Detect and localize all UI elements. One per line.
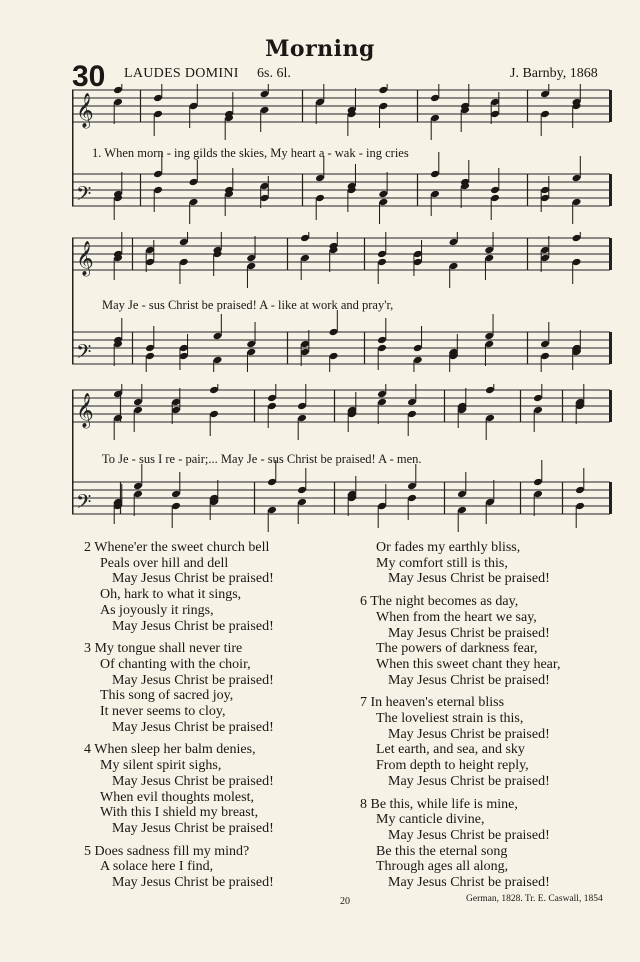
meter: 6s. 6l.	[257, 66, 291, 81]
verse-line: Of chanting with the choir,	[100, 656, 251, 672]
verse-line: May Jesus Christ be praised!	[388, 773, 550, 789]
verse-line: My silent spirit sighs,	[100, 758, 222, 774]
treble-clef-icon: 𝄞	[76, 93, 94, 128]
treble-clef-icon: 𝄞	[76, 241, 94, 276]
verse-line: Let earth, and sea, and sky	[376, 742, 525, 758]
verse-line: May Jesus Christ be praised!	[112, 773, 274, 789]
verse-line: 5 Does sadness fill my mind?	[84, 843, 250, 859]
verse-line: My canticle divine,	[376, 812, 485, 828]
verse-line: From depth to height reply,	[376, 758, 529, 774]
verse	[84, 742, 274, 836]
hymn-number: 30	[72, 60, 106, 93]
verse-line: 7 In heaven's eternal bliss	[360, 695, 505, 711]
verse	[360, 540, 560, 587]
verse-line: 4 When sleep her balm denies,	[84, 742, 256, 758]
verse	[360, 594, 560, 688]
verses-column-left	[84, 540, 274, 898]
music-system-3	[72, 384, 612, 534]
verse	[360, 695, 560, 789]
verse-line: It never seems to cloy,	[100, 704, 226, 720]
verse-line: Oh, hark to what it sings,	[100, 587, 242, 603]
bass-clef-icon: 𝄢	[76, 182, 92, 210]
verse-line: The powers of darkness fear,	[376, 641, 538, 657]
bass-clef-icon: 𝄢	[76, 340, 92, 368]
lyric-line-3: To Je - sus I re - pair;... May Je - sus Christ be praised! A - men.	[102, 452, 422, 466]
music-system-1	[72, 84, 612, 224]
verse-line: This song of sacred joy,	[100, 688, 234, 704]
verse	[84, 540, 274, 634]
verse-line: May Jesus Christ be praised!	[112, 875, 274, 891]
verse-line: A solace here I find,	[100, 859, 214, 875]
tune-name: LAUDES DOMINI	[124, 66, 239, 81]
verse-line: 8 Be this, while life is mine,	[360, 796, 518, 812]
treble-clef-icon: 𝄞	[76, 393, 94, 428]
verse-line: May Jesus Christ be praised!	[112, 719, 274, 735]
music-system-2	[72, 232, 612, 372]
lyric-line-2: May Je - sus Christ be praised! A - like at work and pray'r,	[102, 298, 394, 312]
page-number: 20	[340, 896, 350, 907]
verse-line: As joyously it rings,	[100, 602, 214, 618]
verse-line: With this I shield my breast,	[100, 805, 259, 821]
verse-line: May Jesus Christ be praised!	[388, 571, 550, 587]
lyric-line-1: 1. When morn - ing gilds the skies, My heart a - wak - ing cries	[92, 146, 409, 160]
verse-line: May Jesus Christ be praised!	[112, 672, 274, 688]
verse-line: Through ages all along,	[376, 859, 509, 875]
verse-line: May Jesus Christ be praised!	[388, 625, 550, 641]
verse-line: 3 My tongue shall never tire	[84, 641, 243, 657]
verse	[84, 844, 274, 891]
verse	[360, 797, 560, 891]
verse-line: When evil thoughts molest,	[100, 789, 254, 805]
verse-line: May Jesus Christ be praised!	[112, 618, 274, 634]
verse-line: May Jesus Christ be praised!	[388, 672, 550, 688]
verse-line: May Jesus Christ be praised!	[388, 875, 550, 891]
verse-line: May Jesus Christ be praised!	[388, 726, 550, 742]
credit-line: German, 1828. Tr. E. Caswall, 1854	[466, 894, 603, 904]
verse-line: May Jesus Christ be praised!	[112, 820, 274, 836]
verse-line: May Jesus Christ be praised!	[112, 571, 274, 587]
verse-line: The loveliest strain is this,	[376, 711, 524, 727]
verse-line: Be this the eternal song	[376, 843, 508, 859]
section-title: Morning	[265, 36, 375, 62]
verse	[84, 641, 274, 735]
verse-line: May Jesus Christ be praised!	[388, 827, 550, 843]
verse-line: 6 The night becomes as day,	[360, 594, 519, 610]
verse-line: 2 Whene'er the sweet church bell	[84, 540, 270, 555]
verse-line: Or fades my earthly bliss,	[376, 540, 521, 555]
verse-line: My comfort still is this,	[376, 555, 508, 571]
composer: J. Barnby, 1868	[510, 66, 598, 81]
verse-line: Peals over hill and dell	[100, 555, 229, 571]
verse-line: When from the heart we say,	[376, 609, 537, 625]
bass-clef-icon: 𝄢	[76, 490, 92, 518]
verse-line: When this sweet chant they hear,	[376, 656, 561, 672]
verses-column-right	[360, 540, 560, 898]
